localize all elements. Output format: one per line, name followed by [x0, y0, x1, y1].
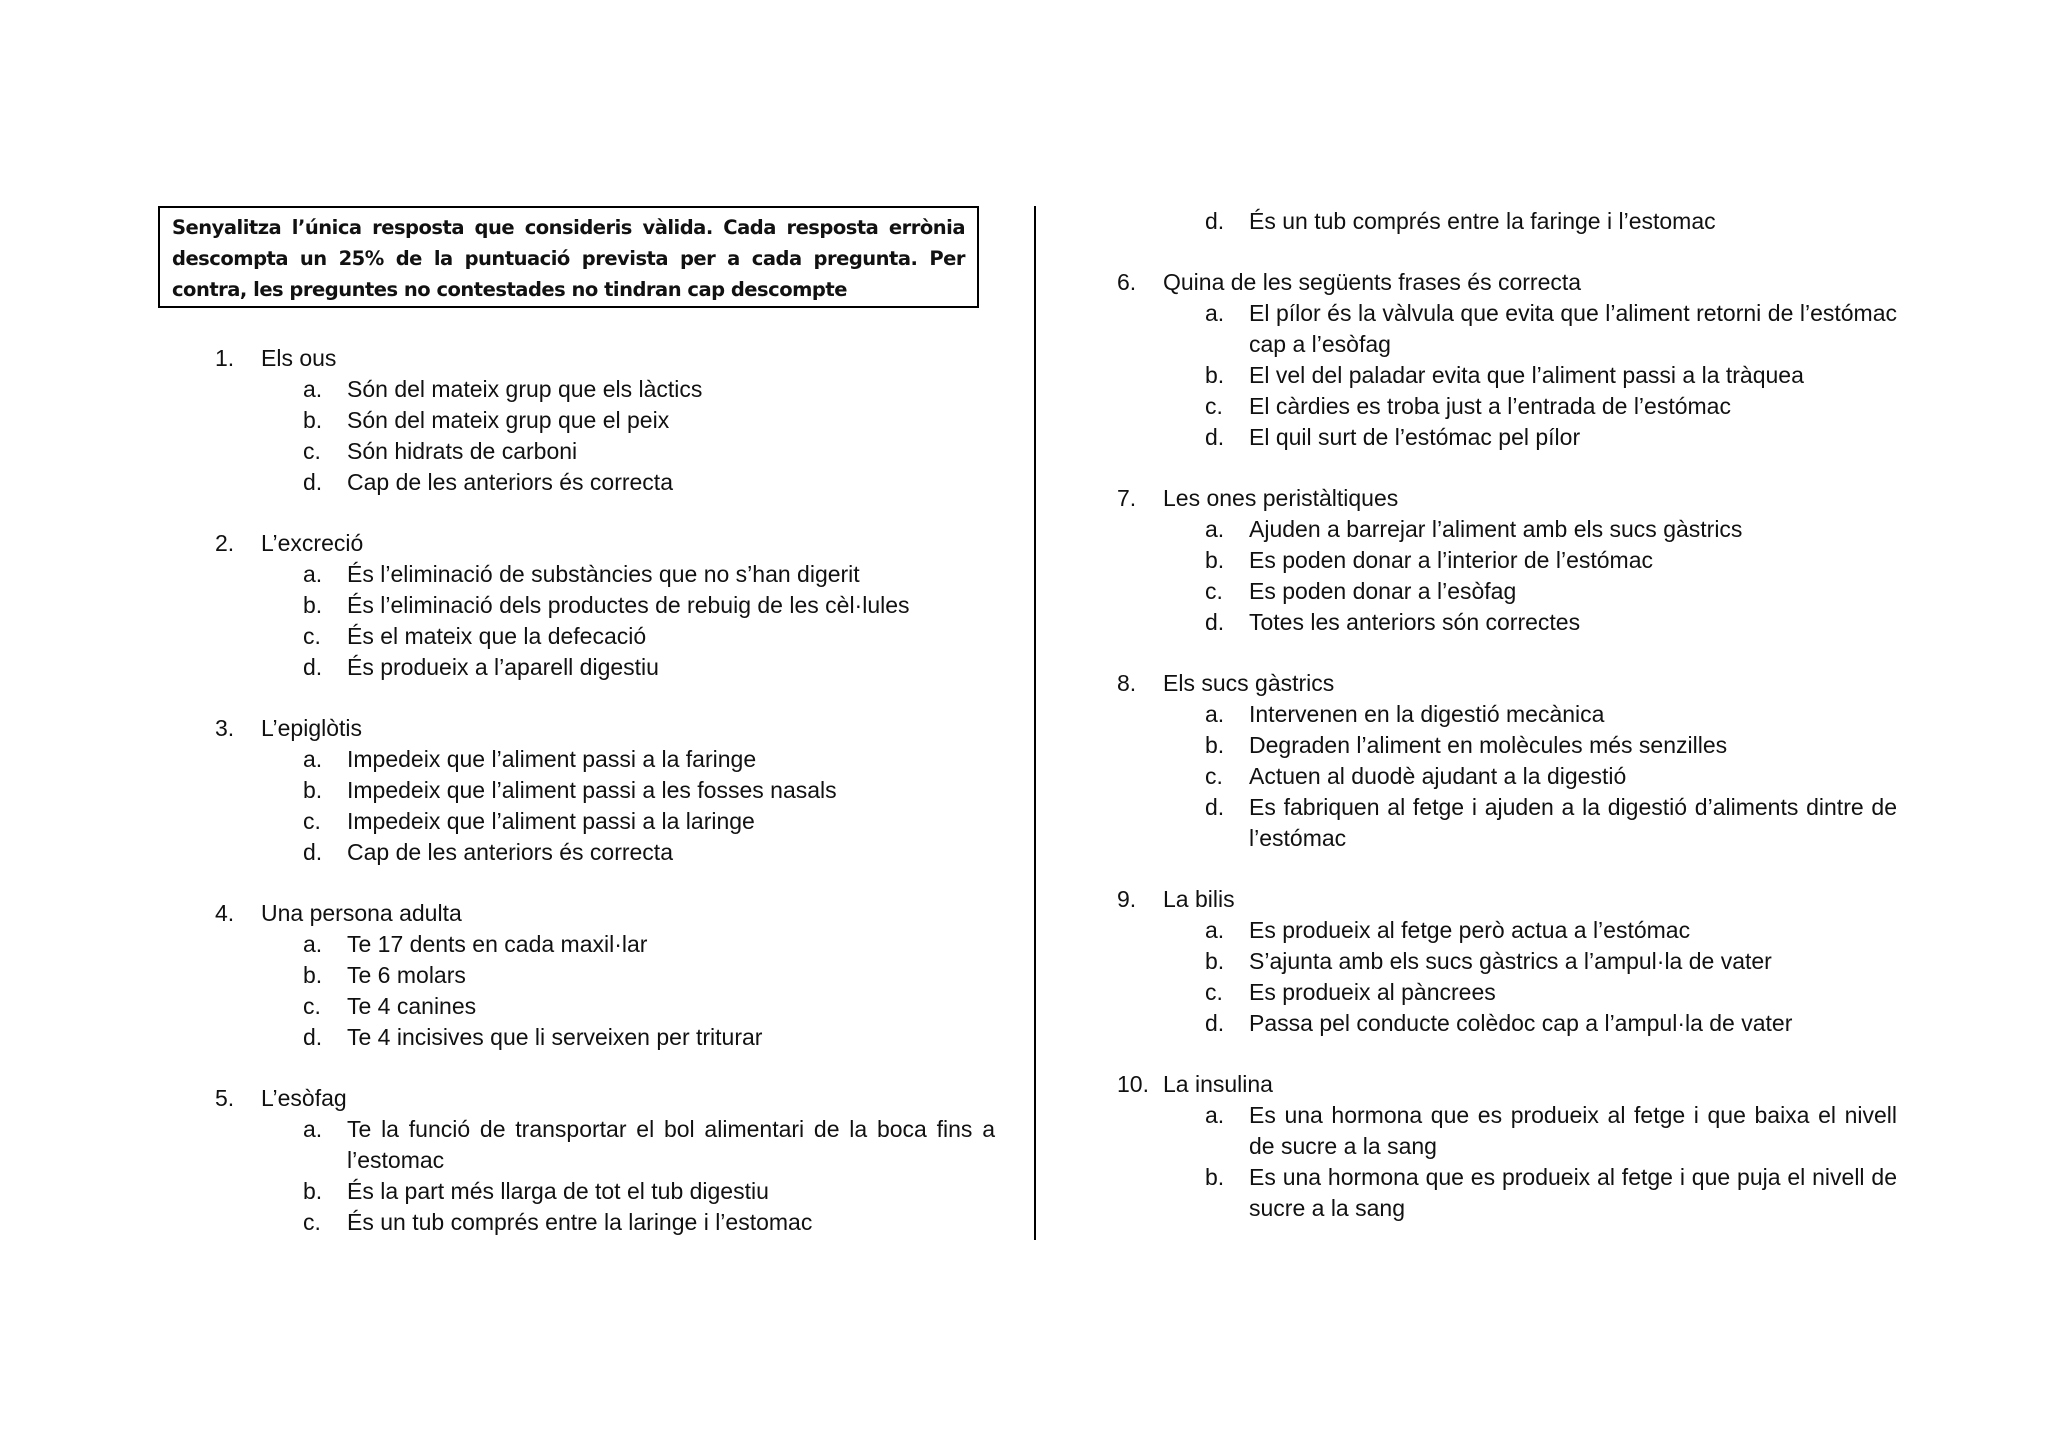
option-letter: a.	[1205, 701, 1225, 727]
question-number: 3.	[215, 715, 235, 741]
question-heading	[1117, 267, 1897, 298]
question-heading	[1117, 1069, 1897, 1100]
question-5-option-d[interactable]	[1205, 206, 1897, 237]
question-block	[215, 713, 995, 868]
option-text: Es una hormona que es produeix al fetge i que puja el nivell de sucre a la sang	[1249, 1164, 1897, 1221]
options-list	[303, 1114, 995, 1238]
option-letter: d.	[1205, 794, 1225, 820]
option-text: Es produeix al pàncrees	[1249, 979, 1496, 1005]
option-letter: c.	[1205, 979, 1223, 1005]
question-text: Els ous	[261, 345, 337, 371]
answer-option[interactable]	[1205, 699, 1897, 730]
option-text: Es fabriquen al fetge i ajuden a la digestió d’aliments dintre de l’estómac	[1249, 794, 1897, 851]
option-letter: c.	[1205, 393, 1223, 419]
options-list	[1205, 298, 1897, 453]
question-block	[1117, 267, 1897, 453]
question-block	[1117, 668, 1897, 854]
option-letter: b.	[1205, 948, 1225, 974]
option-letter: a.	[303, 931, 323, 957]
option-letter: d.	[1205, 1010, 1225, 1036]
answer-option[interactable]	[1205, 1162, 1897, 1224]
option-text: Impedeix que l’aliment passi a la laringe	[347, 808, 755, 834]
question-text: L’esòfag	[261, 1085, 347, 1111]
answer-option[interactable]	[303, 621, 995, 652]
question-text: Els sucs gàstrics	[1163, 670, 1335, 696]
question-text: L’excreció	[261, 530, 364, 556]
option-text: Te 17 dents en cada maxil·lar	[347, 931, 648, 957]
answer-option[interactable]	[303, 374, 995, 405]
option-text: Impedeix que l’aliment passi a les fosses nasals	[347, 777, 837, 803]
option-text: Intervenen en la digestió mecànica	[1249, 701, 1605, 727]
question-heading	[215, 713, 995, 744]
option-letter: b.	[303, 407, 323, 433]
option-text: El pílor és la vàlvula que evita que l’aliment retorni de l’estómac cap a l’esòfag	[1249, 300, 1897, 357]
answer-option[interactable]	[1205, 946, 1897, 977]
option-text: Totes les anteriors són correctes	[1249, 609, 1581, 635]
question-block	[1117, 483, 1897, 638]
option-text: Es poden donar a l’esòfag	[1249, 578, 1517, 604]
option-text: El vel del paladar evita que l’aliment passi a la tràquea	[1249, 362, 1804, 388]
options-list	[303, 744, 995, 868]
options-list	[1205, 699, 1897, 854]
option-letter: d.	[1205, 609, 1225, 635]
option-text: Ajuden a barrejar l’aliment amb els sucs gàstrics	[1249, 516, 1743, 542]
options-list	[1205, 514, 1897, 638]
question-number: 10.	[1117, 1071, 1149, 1097]
question-block	[215, 1083, 995, 1238]
question-text: L’epiglòtis	[261, 715, 363, 741]
answer-option[interactable]	[1205, 1100, 1897, 1162]
option-text: És un tub comprés entre la faringe i l’estomac	[1249, 208, 1716, 234]
option-text: Actuen al duodè ajudant a la digestió	[1249, 763, 1627, 789]
option-text: Cap de les anteriors és correcta	[347, 839, 673, 865]
question-number: 2.	[215, 530, 235, 556]
answer-option[interactable]	[303, 652, 995, 683]
answer-option[interactable]	[303, 744, 995, 775]
answer-option[interactable]	[1205, 977, 1897, 1008]
option-letter: a.	[303, 1116, 323, 1142]
question-heading	[215, 528, 995, 559]
option-text: Passa pel conducte colèdoc cap a l’ampul·la de vater	[1249, 1010, 1793, 1036]
option-letter: c.	[303, 1209, 321, 1235]
question-heading	[215, 343, 995, 374]
option-letter: b.	[1205, 732, 1225, 758]
option-text: És el mateix que la defecació	[347, 623, 647, 649]
question-heading	[1117, 668, 1897, 699]
option-text: Són del mateix grup que el peix	[347, 407, 670, 433]
instructions-text: Senyalitza l’única resposta que consideris vàlida. Cada resposta errònia descompta un 25% de la puntuació prevista per a cada pregunta. Per contra, les preguntes no contestades no tindran cap descompte	[172, 216, 965, 301]
option-letter: d.	[1205, 208, 1225, 234]
question-number: 9.	[1117, 886, 1137, 912]
answer-option[interactable]	[1205, 360, 1897, 391]
answer-option[interactable]	[1205, 391, 1897, 422]
option-letter: c.	[303, 993, 321, 1019]
question-block	[215, 528, 995, 683]
options-list	[303, 929, 995, 1053]
answer-option[interactable]	[303, 1022, 995, 1053]
option-letter: b.	[303, 962, 323, 988]
answer-option[interactable]	[303, 775, 995, 806]
option-letter: a.	[1205, 917, 1225, 943]
option-text: És l’eliminació dels productes de rebuig de les cèl·lules	[347, 592, 910, 618]
left-column	[215, 343, 995, 1268]
option-text: Es poden donar a l’interior de l’estómac	[1249, 547, 1654, 573]
answer-option[interactable]	[1205, 298, 1897, 360]
options-list	[303, 374, 995, 498]
answer-option[interactable]	[303, 559, 995, 590]
option-letter: a.	[303, 561, 323, 587]
answer-option[interactable]	[303, 929, 995, 960]
option-letter: b.	[1205, 547, 1225, 573]
question-heading	[215, 1083, 995, 1114]
question-block	[215, 343, 995, 498]
option-letter: c.	[303, 438, 321, 464]
answer-option[interactable]	[303, 467, 995, 498]
option-text: Te la funció de transportar el bol alimentari de la boca fins a l’estomac	[347, 1116, 995, 1173]
option-letter: b.	[1205, 1164, 1225, 1190]
question-text: La bilis	[1163, 886, 1235, 912]
instructions-box	[158, 206, 979, 308]
answer-option[interactable]	[1205, 915, 1897, 946]
question-heading	[215, 898, 995, 929]
question-block	[215, 898, 995, 1053]
answer-option[interactable]	[1205, 730, 1897, 761]
option-text: És produeix a l’aparell digestiu	[347, 654, 659, 680]
answer-option[interactable]	[1205, 792, 1897, 854]
question-text: La insulina	[1163, 1071, 1273, 1097]
option-letter: a.	[1205, 1102, 1225, 1128]
option-letter: c.	[1205, 578, 1223, 604]
question-block	[1117, 1069, 1897, 1224]
option-letter: d.	[303, 654, 323, 680]
answer-option[interactable]	[303, 405, 995, 436]
option-text: Cap de les anteriors és correcta	[347, 469, 673, 495]
question-heading	[1117, 884, 1897, 915]
question-heading	[1117, 483, 1897, 514]
option-letter: c.	[303, 623, 321, 649]
question-text: Les ones peristàltiques	[1163, 485, 1399, 511]
answer-option[interactable]	[303, 1114, 995, 1176]
option-letter: d.	[1205, 424, 1225, 450]
options-list	[1205, 915, 1897, 1039]
option-text: És un tub comprés entre la laringe i l’estomac	[347, 1209, 813, 1235]
answer-option[interactable]	[303, 806, 995, 837]
answer-option[interactable]	[303, 1176, 995, 1207]
option-letter: a.	[1205, 516, 1225, 542]
option-text: Es produeix al fetge però actua a l’estómac	[1249, 917, 1691, 943]
option-letter: d.	[303, 469, 323, 495]
question-block	[1117, 884, 1897, 1039]
answer-option[interactable]	[303, 590, 995, 621]
answer-option[interactable]	[303, 1207, 995, 1238]
option-text: El quil surt de l’estómac pel pílor	[1249, 424, 1581, 450]
option-text: És l’eliminació de substàncies que no s’han digerit	[347, 561, 860, 587]
question-number: 7.	[1117, 485, 1137, 511]
option-text: El càrdies es troba just a l’entrada de l’estómac	[1249, 393, 1731, 419]
option-text: Són hidrats de carboni	[347, 438, 578, 464]
option-letter: d.	[303, 839, 323, 865]
answer-option[interactable]	[1205, 607, 1897, 638]
answer-option[interactable]	[1205, 576, 1897, 607]
question-number: 6.	[1117, 269, 1137, 295]
option-text: És la part més llarga de tot el tub digestiu	[347, 1178, 769, 1204]
option-text: Són del mateix grup que els làctics	[347, 376, 703, 402]
right-column	[1117, 206, 1897, 1254]
answer-option[interactable]	[1205, 514, 1897, 545]
answer-option[interactable]	[303, 436, 995, 467]
question-text: Una persona adulta	[261, 900, 462, 926]
answer-option[interactable]	[1205, 761, 1897, 792]
option-letter: a.	[303, 376, 323, 402]
option-letter: b.	[303, 592, 323, 618]
option-letter: c.	[303, 808, 321, 834]
options-list	[303, 559, 995, 683]
option-text: Te 4 canines	[347, 993, 477, 1019]
option-text: Degraden l’aliment en molècules més senzilles	[1249, 732, 1728, 758]
answer-option[interactable]	[1205, 1008, 1897, 1039]
question-text: Quina de les següents frases és correcta	[1163, 269, 1582, 295]
option-letter: c.	[1205, 763, 1223, 789]
answer-option[interactable]	[1205, 545, 1897, 576]
question-number: 1.	[215, 345, 235, 371]
option-letter: a.	[1205, 300, 1225, 326]
options-list	[1205, 1100, 1897, 1224]
answer-option[interactable]	[303, 991, 995, 1022]
question-number: 4.	[215, 900, 235, 926]
option-letter: d.	[303, 1024, 323, 1050]
answer-option[interactable]	[303, 960, 995, 991]
option-text: Impedeix que l’aliment passi a la faringe	[347, 746, 757, 772]
question-number: 8.	[1117, 670, 1137, 696]
column-divider	[1034, 206, 1036, 1240]
option-letter: a.	[303, 746, 323, 772]
option-letter: b.	[1205, 362, 1225, 388]
answer-option[interactable]	[303, 837, 995, 868]
answer-option[interactable]	[1205, 422, 1897, 453]
question-number: 5.	[215, 1085, 235, 1111]
option-text: S’ajunta amb els sucs gàstrics a l’ampul·la de vater	[1249, 948, 1772, 974]
option-text: Es una hormona que es produeix al fetge i que baixa el nivell de sucre a la sang	[1249, 1102, 1897, 1159]
option-text: Te 4 incisives que li serveixen per triturar	[347, 1024, 763, 1050]
option-letter: b.	[303, 1178, 323, 1204]
option-text: Te 6 molars	[347, 962, 466, 988]
option-letter: b.	[303, 777, 323, 803]
